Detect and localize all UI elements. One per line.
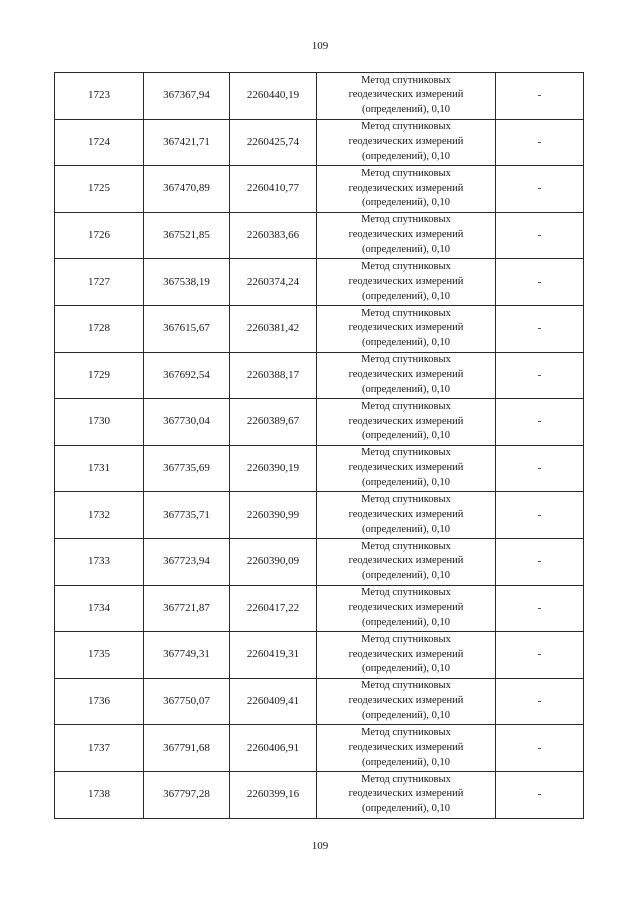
y-coordinate-cell: 2260383,66: [230, 212, 317, 259]
method-line: Метод спутниковых: [361, 167, 451, 179]
method-cell: [317, 399, 496, 446]
y-coordinate-cell: 2260425,74: [230, 119, 317, 166]
note-cell: -: [496, 632, 584, 679]
y-coordinate-cell: 2260409,41: [230, 678, 317, 725]
method-line: геодезических измерений: [348, 555, 464, 567]
y-coordinate-cell: 2260390,99: [230, 492, 317, 539]
x-coordinate-cell: 367735,71: [144, 492, 230, 539]
point-number-cell: 1724: [55, 119, 144, 166]
method-cell: [317, 305, 496, 352]
y-coordinate-cell: 2260390,19: [230, 445, 317, 492]
method-cell: [317, 771, 496, 818]
x-coordinate-cell: 367730,04: [144, 399, 230, 446]
point-number-cell: 1728: [55, 305, 144, 352]
table-row: [55, 678, 584, 725]
method-line: Метод спутниковых: [361, 633, 451, 645]
method-line: геодезических измерений: [348, 322, 464, 334]
method-line: (определений), 0,10: [361, 337, 451, 349]
point-number-cell: 1735: [55, 632, 144, 679]
method-line: геодезических измерений: [348, 741, 464, 753]
point-number-cell: 1731: [55, 445, 144, 492]
method-line: Метод спутниковых: [361, 354, 451, 366]
note-cell: -: [496, 771, 584, 818]
y-coordinate-cell: 2260381,42: [230, 305, 317, 352]
method-line: геодезических измерений: [348, 415, 464, 427]
y-coordinate-cell: 2260406,91: [230, 725, 317, 772]
method-line: Метод спутниковых: [361, 726, 451, 738]
note-cell: -: [496, 119, 584, 166]
method-cell: [317, 585, 496, 632]
x-coordinate-cell: 367367,94: [144, 73, 230, 120]
method-line: Метод спутниковых: [361, 493, 451, 505]
point-number-cell: 1726: [55, 212, 144, 259]
note-cell: -: [496, 166, 584, 213]
method-line: (определений), 0,10: [361, 663, 451, 675]
x-coordinate-cell: 367750,07: [144, 678, 230, 725]
x-coordinate-cell: 367735,69: [144, 445, 230, 492]
method-line: (определений), 0,10: [361, 616, 451, 628]
point-number-cell: 1725: [55, 166, 144, 213]
method-line: Метод спутниковых: [361, 74, 451, 86]
method-line: (определений), 0,10: [361, 104, 451, 116]
x-coordinate-cell: 367692,54: [144, 352, 230, 399]
method-line: Метод спутниковых: [361, 680, 451, 692]
point-number-cell: 1736: [55, 678, 144, 725]
method-line: Метод спутниковых: [361, 307, 451, 319]
point-number-cell: 1732: [55, 492, 144, 539]
method-line: Метод спутниковых: [361, 121, 451, 133]
method-line: Метод спутниковых: [361, 447, 451, 459]
y-coordinate-cell: 2260399,16: [230, 771, 317, 818]
method-line: (определений), 0,10: [361, 290, 451, 302]
x-coordinate-cell: 367470,89: [144, 166, 230, 213]
method-line: геодезических измерений: [348, 788, 464, 800]
method-line: (определений), 0,10: [361, 709, 451, 721]
table-row: [55, 771, 584, 818]
y-coordinate-cell: 2260389,67: [230, 399, 317, 446]
table-row: [55, 305, 584, 352]
note-cell: -: [496, 678, 584, 725]
method-cell: [317, 119, 496, 166]
x-coordinate-cell: 367421,71: [144, 119, 230, 166]
method-cell: [317, 212, 496, 259]
note-cell: -: [496, 445, 584, 492]
method-line: (определений), 0,10: [361, 476, 451, 488]
method-line: Метод спутниковых: [361, 260, 451, 272]
method-line: (определений), 0,10: [361, 150, 451, 162]
method-line: (определений), 0,10: [361, 197, 451, 209]
method-line: (определений), 0,10: [361, 570, 451, 582]
method-cell: [317, 678, 496, 725]
note-cell: -: [496, 352, 584, 399]
method-line: геодезических измерений: [348, 135, 464, 147]
table-row: [55, 585, 584, 632]
note-cell: -: [496, 305, 584, 352]
method-line: (определений), 0,10: [361, 243, 451, 255]
method-cell: [317, 166, 496, 213]
method-line: геодезических измерений: [348, 508, 464, 520]
point-number-cell: 1729: [55, 352, 144, 399]
method-cell: [317, 538, 496, 585]
table-row: [55, 166, 584, 213]
note-cell: -: [496, 212, 584, 259]
table-row: [55, 538, 584, 585]
table-row: [55, 445, 584, 492]
x-coordinate-cell: 367721,87: [144, 585, 230, 632]
page-number-top: 109: [311, 40, 329, 52]
method-line: Метод спутниковых: [361, 540, 451, 552]
point-number-cell: 1723: [55, 73, 144, 120]
table-row: [55, 352, 584, 399]
method-line: (определений), 0,10: [361, 430, 451, 442]
method-line: (определений), 0,10: [361, 803, 451, 815]
table-row: [55, 259, 584, 306]
method-line: Метод спутниковых: [361, 773, 451, 785]
x-coordinate-cell: 367615,67: [144, 305, 230, 352]
y-coordinate-cell: 2260410,77: [230, 166, 317, 213]
note-cell: -: [496, 585, 584, 632]
method-cell: [317, 73, 496, 120]
table-row: [55, 399, 584, 446]
y-coordinate-cell: 2260417,22: [230, 585, 317, 632]
method-line: геодезических измерений: [348, 695, 464, 707]
method-line: геодезических измерений: [348, 648, 464, 660]
note-cell: -: [496, 73, 584, 120]
coordinates-table-body: [55, 73, 584, 819]
x-coordinate-cell: 367723,94: [144, 538, 230, 585]
note-cell: -: [496, 399, 584, 446]
method-cell: [317, 725, 496, 772]
method-cell: [317, 259, 496, 306]
table-row: [55, 119, 584, 166]
method-cell: [317, 352, 496, 399]
x-coordinate-cell: 367749,31: [144, 632, 230, 679]
method-line: геодезических измерений: [348, 229, 464, 241]
coordinates-table: [54, 72, 584, 819]
point-number-cell: 1733: [55, 538, 144, 585]
method-line: (определений), 0,10: [361, 756, 451, 768]
method-line: геодезических измерений: [348, 368, 464, 380]
method-cell: [317, 632, 496, 679]
y-coordinate-cell: 2260374,24: [230, 259, 317, 306]
method-line: (определений), 0,10: [361, 383, 451, 395]
note-cell: -: [496, 259, 584, 306]
method-line: геодезических измерений: [348, 275, 464, 287]
method-line: геодезических измерений: [348, 182, 464, 194]
method-line: Метод спутниковых: [361, 587, 451, 599]
point-number-cell: 1730: [55, 399, 144, 446]
method-line: геодезических измерений: [348, 462, 464, 474]
y-coordinate-cell: 2260388,17: [230, 352, 317, 399]
method-line: Метод спутниковых: [361, 400, 451, 412]
method-line: геодезических измерений: [348, 89, 464, 101]
method-cell: [317, 492, 496, 539]
x-coordinate-cell: 367521,85: [144, 212, 230, 259]
table-row: [55, 73, 584, 120]
table-row: [55, 492, 584, 539]
method-line: геодезических измерений: [348, 601, 464, 613]
x-coordinate-cell: 367797,28: [144, 771, 230, 818]
y-coordinate-cell: 2260419,31: [230, 632, 317, 679]
point-number-cell: 1734: [55, 585, 144, 632]
y-coordinate-cell: 2260440,19: [230, 73, 317, 120]
table-row: [55, 725, 584, 772]
note-cell: -: [496, 725, 584, 772]
method-line: (определений), 0,10: [361, 523, 451, 535]
point-number-cell: 1738: [55, 771, 144, 818]
note-cell: -: [496, 538, 584, 585]
point-number-cell: 1727: [55, 259, 144, 306]
y-coordinate-cell: 2260390,09: [230, 538, 317, 585]
x-coordinate-cell: 367791,68: [144, 725, 230, 772]
table-row: [55, 632, 584, 679]
method-line: Метод спутниковых: [361, 214, 451, 226]
note-cell: -: [496, 492, 584, 539]
method-cell: [317, 445, 496, 492]
page-number-bottom: 109: [311, 840, 329, 852]
table-row: [55, 212, 584, 259]
point-number-cell: 1737: [55, 725, 144, 772]
x-coordinate-cell: 367538,19: [144, 259, 230, 306]
